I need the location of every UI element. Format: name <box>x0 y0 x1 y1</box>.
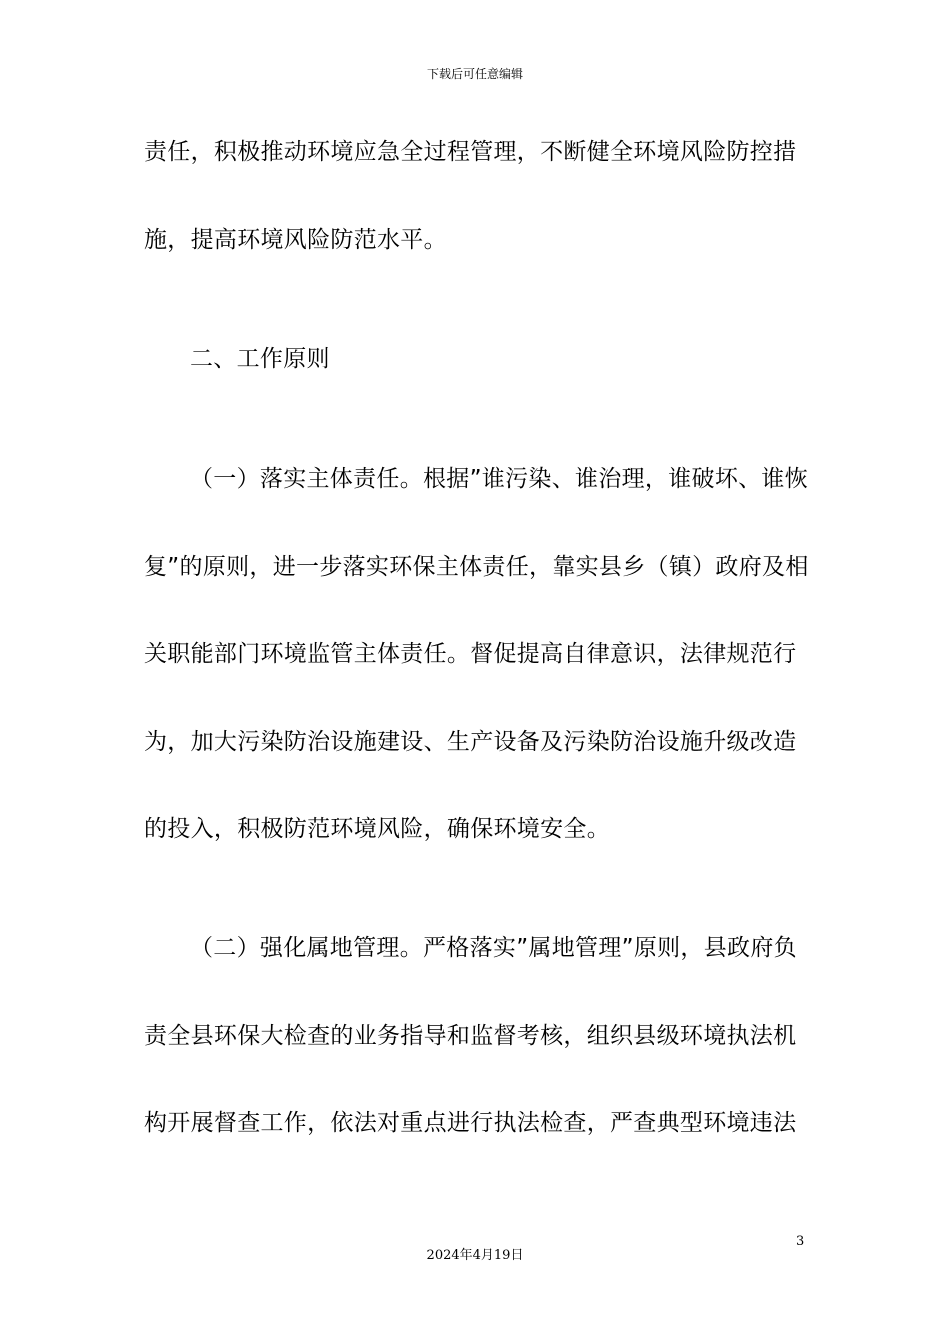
body-line: 关职能部门环境监管主体责任。督促提高自律意识，法律规范行 <box>144 641 797 667</box>
section-heading: 二、工作原则 <box>190 346 330 372</box>
paragraph-first-line: （二）强化属地管理。严格落实”属地管理”原则，县政府负 <box>190 935 797 961</box>
page-number: 3 <box>796 1234 805 1249</box>
body-line: 的投入，积极防范环境风险，确保环境安全。 <box>144 816 610 842</box>
page-header: 下载后可任意编辑 <box>426 67 523 81</box>
body-line: 责全县环保大检查的业务指导和监督考核，组织县级环境执法机 <box>144 1023 797 1049</box>
footer-date: 2024年4月19日 <box>426 1248 524 1263</box>
body-line: 施，提高环境风险防范水平。 <box>144 227 447 253</box>
body-line: 责任，积极推动环境应急全过程管理，不断健全环境风险防控措 <box>144 139 797 165</box>
paragraph-first-line: （一）落实主体责任。根据”谁污染、谁治理，谁破坏、谁恢 <box>190 466 809 492</box>
body-line: 为，加大污染防治设施建设、生产设备及污染防治设施升级改造 <box>144 729 797 755</box>
body-line: 构开展督查工作，依法对重点进行执法检查，严查典型环境违法 <box>144 1110 797 1136</box>
body-line: 复”的原则，进一步落实环保主体责任，靠实县乡（镇）政府及相 <box>144 554 809 580</box>
